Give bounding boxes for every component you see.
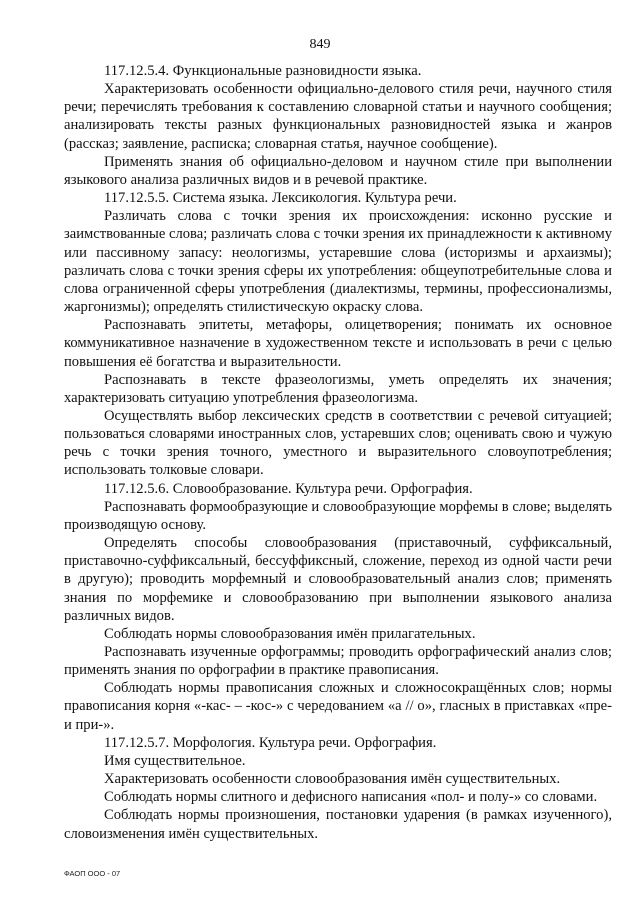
paragraph: Характеризовать особенности официально-делового стиля речи, научного стиля речи; перечислять требования к составлению словарной статьи и научного сообщения; анализировать тексты разных функциональных разновидностей языка и жанров (рассказ; заявление, расписка; словарная статья, научное сообщение). <box>64 81 612 152</box>
page-number: 849 <box>309 37 331 52</box>
section-heading-117-12-5-4: 117.12.5.4. Функциональные разновидности языка. <box>104 63 422 79</box>
paragraph: Соблюдать нормы словообразования имён прилагательных. <box>104 625 476 642</box>
section-heading-117-12-5-5: 117.12.5.5. Система языка. Лексикология. Культура речи. <box>104 190 457 207</box>
paragraph: Применять знания об официально-деловом и научном стиле при выполнении языкового анализа различных видов и в речевой практике. <box>64 153 612 188</box>
paragraph: Распознавать в тексте фразеологизмы, уметь определять их значения; характеризовать ситуацию употребления фразеологизма. <box>64 371 612 406</box>
paragraph: Различать слова с точки зрения их происхождения: исконно русские и заимствованные слова; различать слова с точки зрения их принадлежности к активному или пассивному запасу: неологизмы, устаревшие слова (историзмы и архаизмы); различать слова с точки зрения сферы их употребления: общеупотребительные слова и слова ограниченной сферы употребления (диалектизмы, термины, профессионализмы, жаргонизмы); определять стилистическую окраску слова. <box>64 208 612 316</box>
paragraph: Определять способы словообразования (приставочный, суффиксальный, приставочно-суффиксальный, бессуффиксный, сложение, переход из одной части речи в другую); проводить морфемный и словообразовательный анализ слов; применять знания по морфемике и словообразованию при выполнении языкового анализа различных видов. <box>64 535 612 624</box>
paragraph: Соблюдать нормы правописания сложных и сложносокращённых слов; нормы правописания корня «-кас- – -кос-» с чередованием «а // о», гласных в приставках «пре- и при-». <box>64 680 612 733</box>
paragraph: Распознавать формообразующие и словообразующие морфемы в слове; выделять производящую основу. <box>64 498 612 533</box>
section-heading-117-12-5-7: 117.12.5.7. Морфология. Культура речи. Орфография. <box>104 734 437 751</box>
paragraph: Осуществлять выбор лексических средств в соответствии с речевой ситуацией; пользоваться словарями иностранных слов, устаревших слов; оценивать свою и чужую речь с точки зрения точного, уместного и выразительного словоупотребления; использовать толковые словари. <box>64 407 612 479</box>
paragraph: Распознавать эпитеты, метафоры, олицетворения; понимать их основное коммуникативное назначение в художественном тексте и использовать в речи с целью повышения её богатства и выразительности. <box>64 317 612 370</box>
paragraph: Соблюдать нормы произношения, постановки ударения (в рамках изученного), словоизменения имён существительных. <box>64 807 612 842</box>
document-body <box>64 62 612 843</box>
paragraph: Соблюдать нормы слитного и дефисного написания «пол- и полу-» со словами. <box>104 789 598 806</box>
section-heading-117-12-5-6: 117.12.5.6. Словообразование. Культура речи. Орфография. <box>104 480 473 497</box>
paragraph: Распознавать изученные орфограммы; проводить орфографический анализ слов; применять знания по орфографии в практике правописания. <box>64 644 612 679</box>
subheading-noun: Имя существительное. <box>104 752 246 769</box>
paragraph: Характеризовать особенности словообразования имён существительных. <box>104 771 561 788</box>
footer-document-code: ФАОП ООО - 07 <box>64 869 121 878</box>
